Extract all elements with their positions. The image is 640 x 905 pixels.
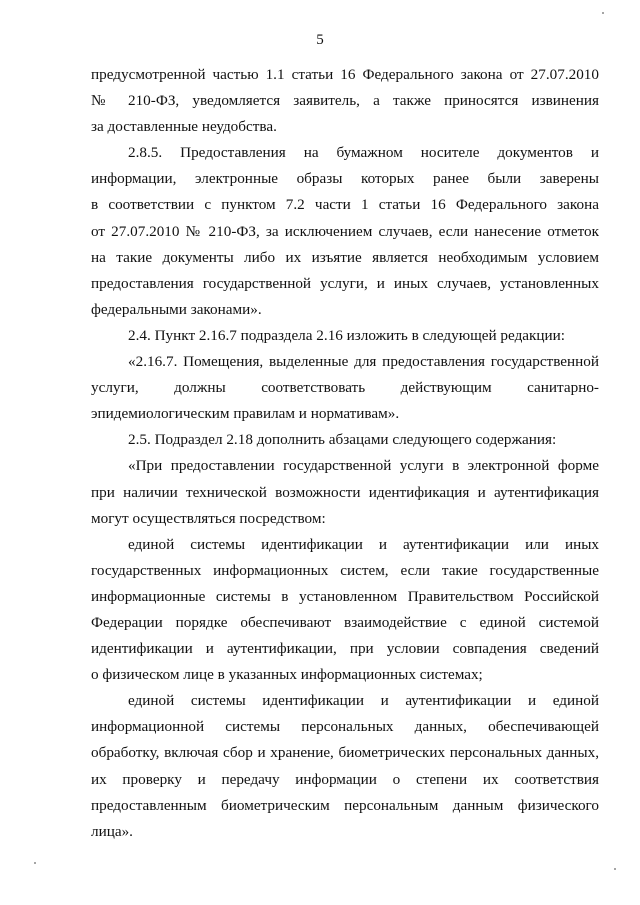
text-line: информационной системы персональных данных, обеспечивающей xyxy=(91,718,599,736)
scan-speck xyxy=(602,12,604,14)
text-line: лица». xyxy=(91,822,133,840)
text-line: услуги, должны соответствовать действующим санитарно- xyxy=(91,379,599,397)
text-line: от 27.07.2010 № 210-ФЗ, за исключением случаев, если нанесение отметок xyxy=(91,222,599,240)
scan-speck xyxy=(614,868,616,870)
text-line: государственных информационных систем, если такие государственные xyxy=(91,561,599,579)
text-line: предоставленным биометрическим персональным данным физического xyxy=(91,796,599,814)
text-line: за доставленные неудобства. xyxy=(91,118,277,136)
text-line: о физическом лице в указанных информационных системах; xyxy=(91,666,483,684)
text-line: 2.8.5. Предоставления на бумажном носителе документов и xyxy=(128,144,599,162)
text-line: в соответствии с пунктом 7.2 части 1 статьи 16 Федерального закона xyxy=(91,196,599,214)
document-body xyxy=(91,62,599,845)
text-line: предоставления государственной услуги, и иных случаев, установленных xyxy=(91,274,599,292)
page-number: 5 xyxy=(316,32,324,48)
text-line: № 210-ФЗ, уведомляется заявитель, а также приносятся извинения xyxy=(91,92,599,110)
scan-speck xyxy=(34,862,36,864)
text-line: информационные системы в установленном Правительством Российской xyxy=(91,587,599,605)
text-line: «2.16.7. Помещения, выделенные для предоставления государственной xyxy=(128,353,599,371)
text-line: при наличии технической возможности идентификация и аутентификация xyxy=(91,483,599,501)
text-line: эпидемиологическим правилам и нормативам». xyxy=(91,405,400,423)
text-line: их проверку и передачу информации о степени их соответствия xyxy=(91,770,599,788)
text-line: идентификации и аутентификации, при условии совпадения сведений xyxy=(91,640,599,658)
text-line: 2.5. Подраздел 2.18 дополнить абзацами следующего содержания: xyxy=(128,431,557,449)
text-line: федеральными законами». xyxy=(91,300,262,318)
text-line: единой системы идентификации и аутентификации и единой xyxy=(128,692,599,710)
text-line: 2.4. Пункт 2.16.7 подраздела 2.16 изложить в следующей редакции: xyxy=(128,326,566,344)
text-line: «При предоставлении государственной услуги в электронной форме xyxy=(128,457,599,475)
text-line: информации, электронные образы которых ранее были заверены xyxy=(91,170,599,188)
text-line: Федерации порядке обеспечивают взаимодействие с единой системой xyxy=(91,613,599,631)
text-line: могут осуществляться посредством: xyxy=(91,509,326,527)
text-line: на такие документы либо их изъятие является необходимым условием xyxy=(91,248,599,266)
text-line: единой системы идентификации и аутентификации или иных xyxy=(128,535,599,553)
text-line: обработку, включая сбор и хранение, биометрических персональных данных, xyxy=(91,744,599,762)
text-line: предусмотренной частью 1.1 статьи 16 Федерального закона от 27.07.2010 xyxy=(91,66,599,83)
